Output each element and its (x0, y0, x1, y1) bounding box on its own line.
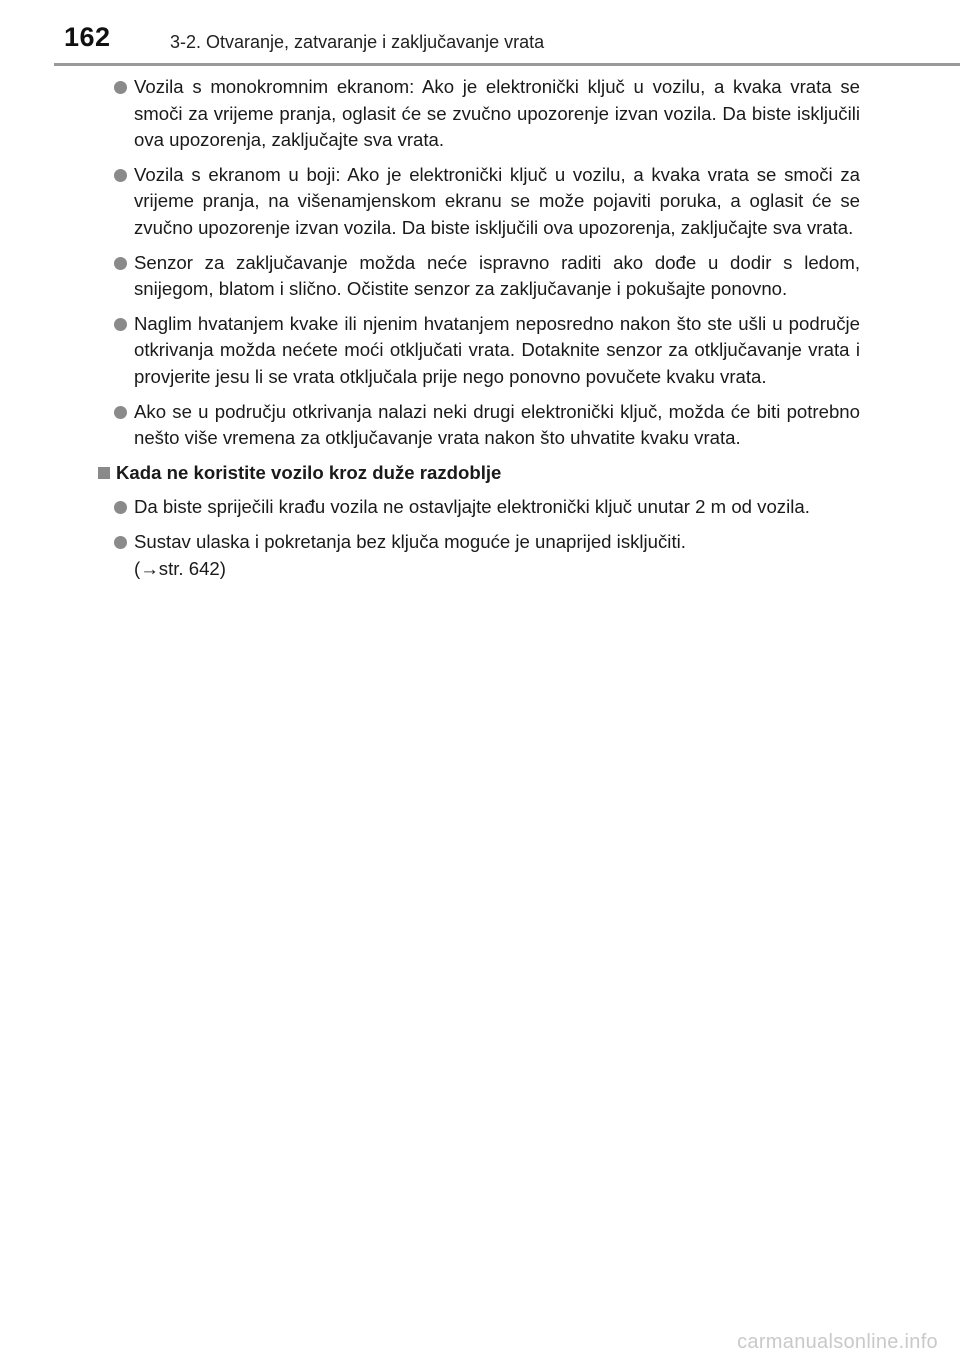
circle-bullet-icon (114, 501, 127, 514)
list-item (98, 162, 860, 242)
page-content (98, 74, 860, 590)
list-item-text: Da biste spriječili krađu vozila ne ostavljajte elektronički ključ unutar 2 m od vozila. (134, 496, 810, 518)
circle-bullet-icon (114, 536, 127, 549)
circle-bullet-icon (114, 169, 127, 182)
circle-bullet-icon (114, 406, 127, 419)
subsection-heading (98, 460, 860, 487)
list-item (98, 250, 860, 303)
page-number: 162 (64, 22, 111, 52)
list-item-text: Ako se u području otkrivanja nalazi neki drugi elektronički ključ, možda će biti potrebno nešto više vremena za otključavanje vrata nakon što uhvatite kvaku vrata. (134, 400, 860, 449)
subsection-heading-text: Kada ne koristite vozilo kroz duže razdoblje (116, 461, 502, 483)
page-header (64, 22, 956, 62)
list-item-text: Vozila s monokromnim ekranom: Ako je elektronički ključ u vozilu, a kvaka vrata se smoči za vrijeme pranja, oglasit će se zvučno upozorenje izvan vozila. Da biste isključili ova upozorenja, zaključajte sva vrata. (134, 76, 860, 151)
list-item-text: Senzor za zaključavanje možda neće ispravno raditi ako dođe u dodir s ledom, snijegom, blatom i slično. Očistite senzor za zaključavanje i pokušajte ponovno. (134, 251, 860, 300)
list-item-text: Naglim hvatanjem kvake ili njenim hvatanjem neposredno nakon što ste ušli u područje otkrivanja možda nećete moći otključati vrata. Dotaknite senzor za otključavanje vrata i provjerite jesu li se vrata otključala prije nego ponovno povučete kvaku vrata. (134, 312, 860, 387)
list-item (98, 399, 860, 452)
section-title: 3-2. Otvaranje, zatvaranje i zaključavanje vrata (170, 32, 545, 52)
list-item (98, 494, 860, 521)
list-item (98, 74, 860, 154)
list-item-text: Vozila s ekranom u boji: Ako je elektronički ključ u vozilu, a kvaka vrata se smoči za vrijeme pranja, na višenamjenskom ekranu se može pojaviti poruka, a oglasit će se zvučno upozorenje izvan vozila. Da biste isključili ova upozorenja, zaključajte sva vrata. (134, 163, 860, 238)
header-divider (54, 63, 960, 66)
page-reference: (→str. 642) (134, 557, 226, 579)
list-item (98, 529, 860, 582)
square-marker-icon (98, 467, 110, 479)
watermark: carmanualsonline.info (737, 1331, 938, 1353)
circle-bullet-icon (114, 257, 127, 270)
list-item-text: Sustav ulaska i pokretanja bez ključa moguće je unaprijed isključiti. (134, 530, 686, 552)
list-item (98, 311, 860, 391)
circle-bullet-icon (114, 318, 127, 331)
circle-bullet-icon (114, 81, 127, 94)
